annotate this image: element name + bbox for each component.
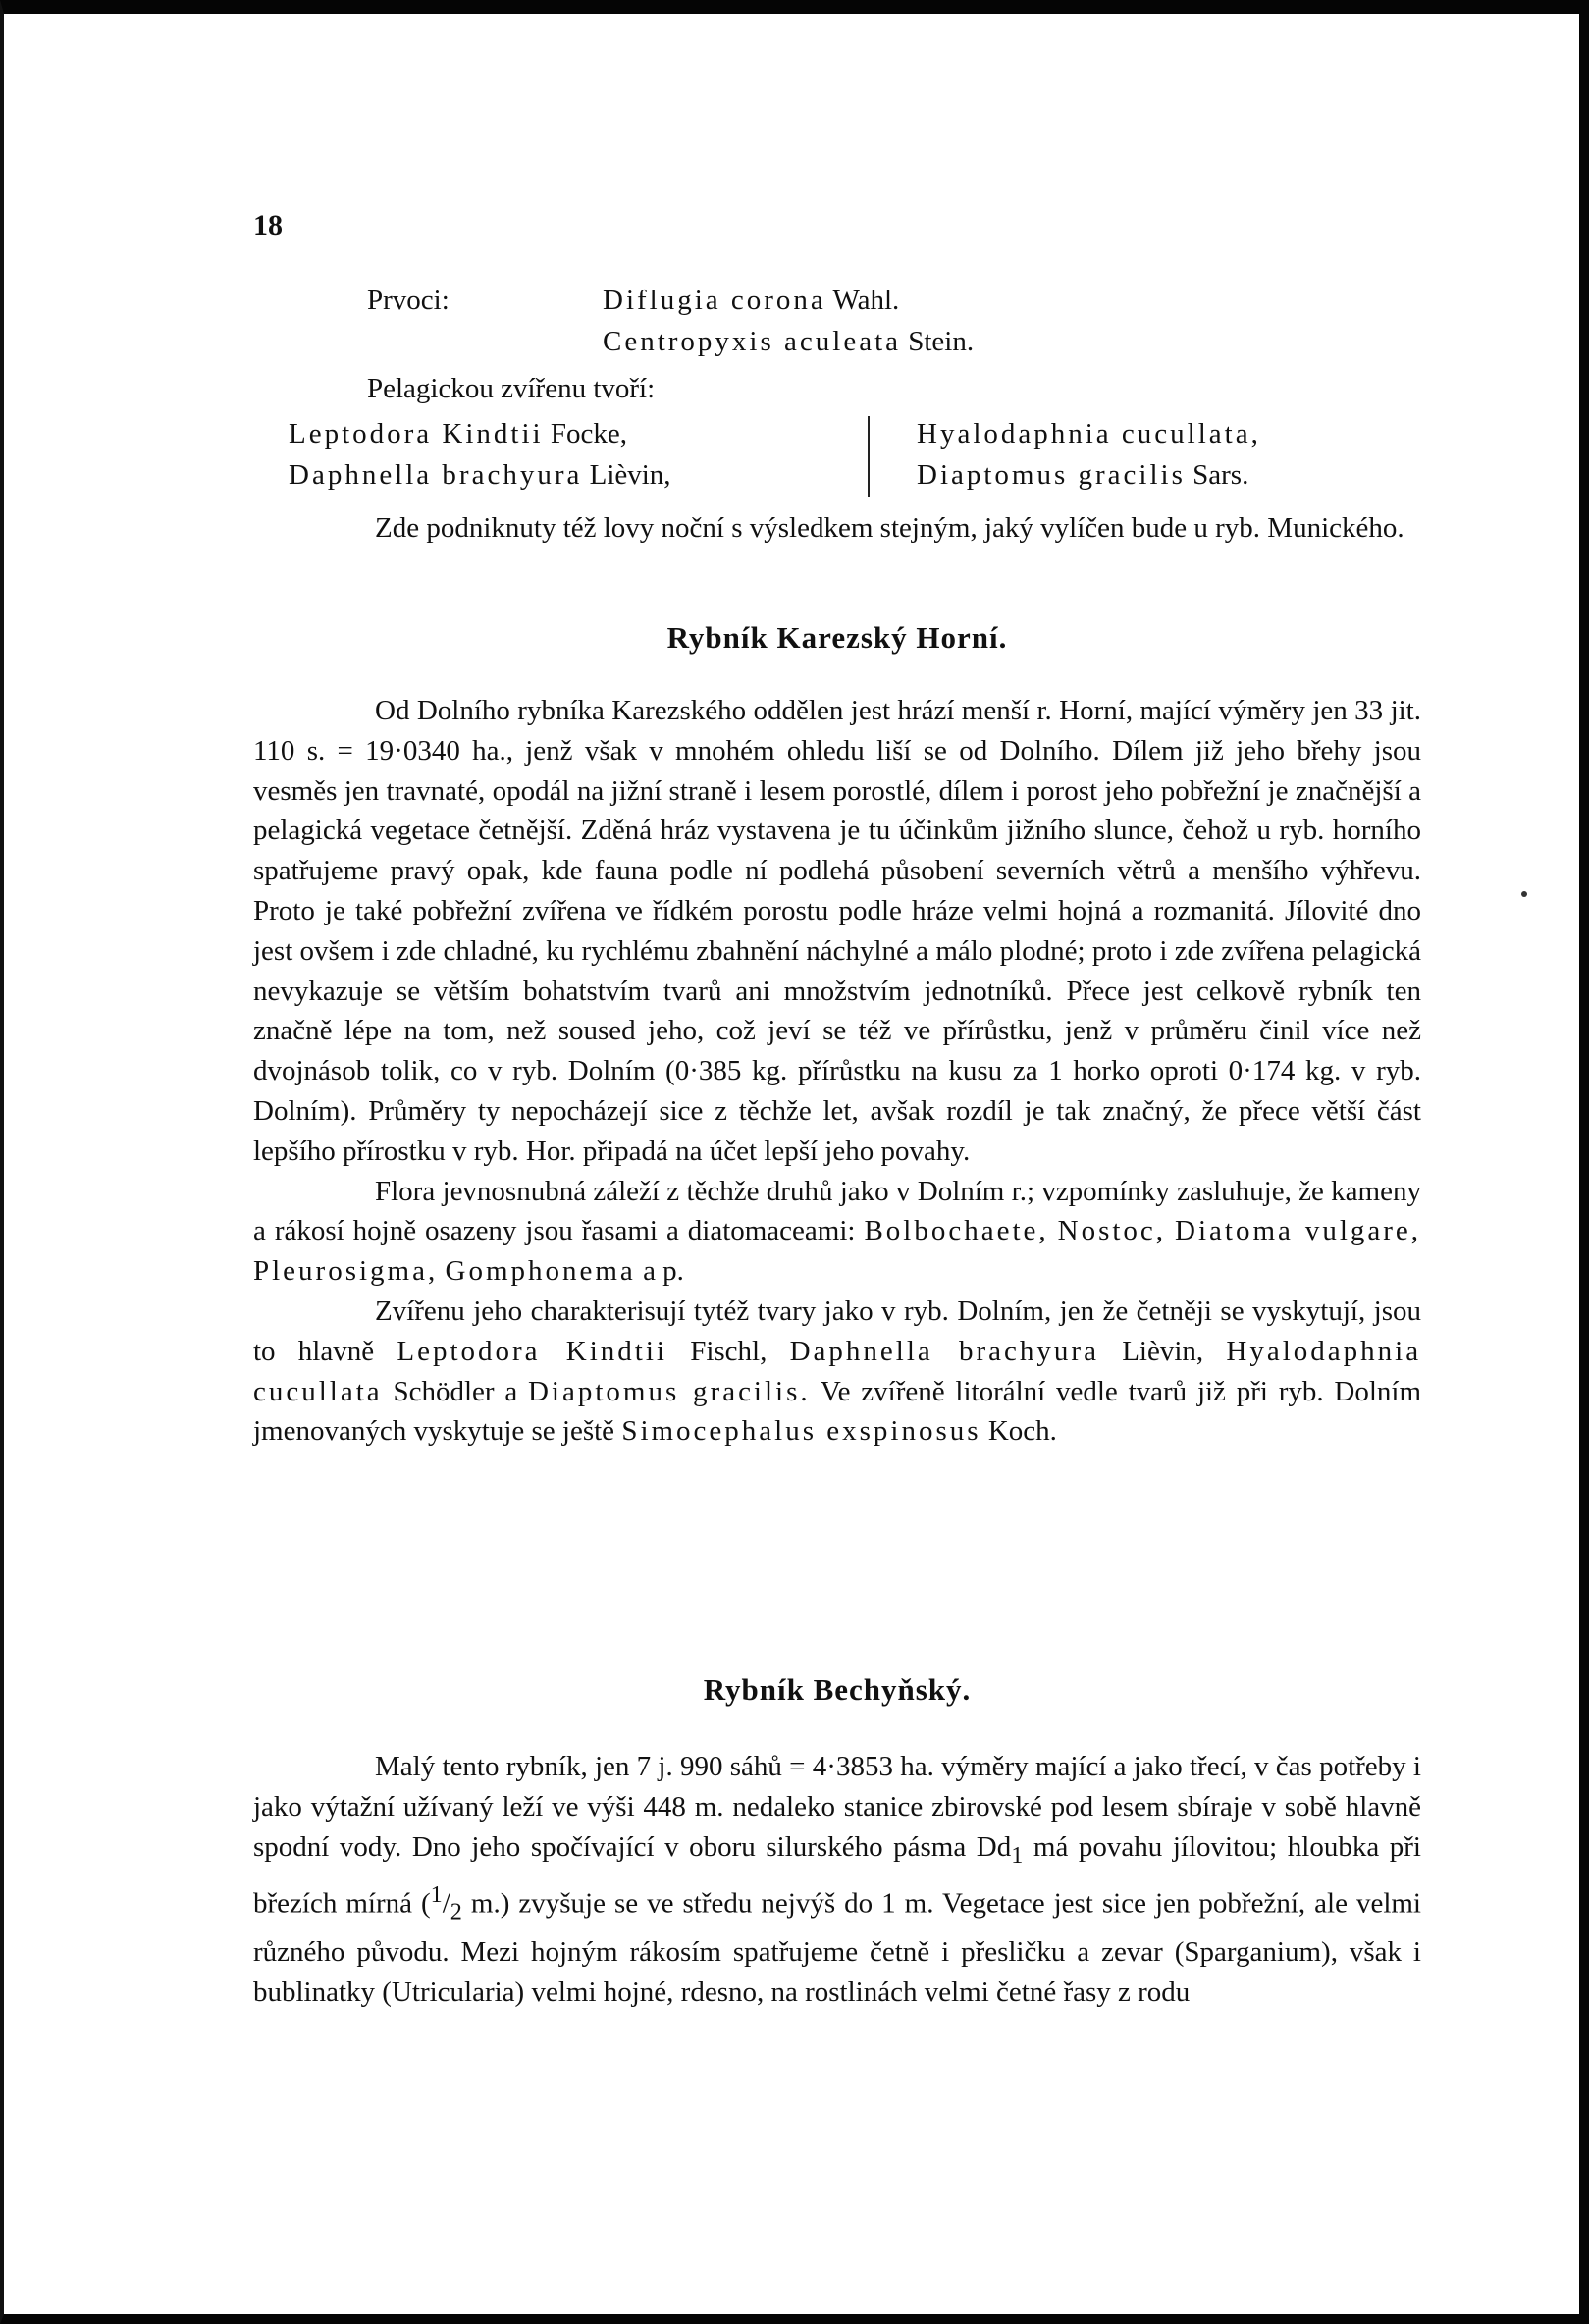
- section-karezsky-body: [253, 691, 1421, 1452]
- section-heading-karezsky: Rybník Karezský Horní.: [666, 620, 1008, 655]
- species-line: [917, 455, 1261, 497]
- fraction-numerator: 1: [430, 1881, 443, 1909]
- column-divider: [868, 416, 870, 497]
- pelagic-species-table: [289, 414, 1421, 497]
- species-name: Daphnella brachyura: [789, 1335, 1099, 1367]
- genus-name: Nostoc,: [1057, 1215, 1167, 1247]
- species-author: Fischl,: [690, 1335, 768, 1367]
- species-author: Koch.: [987, 1415, 1057, 1448]
- species-name: Diaptomus gracilis.: [527, 1375, 811, 1407]
- paragraph-text: Flora jevnosnubná záleží z těchže druhů jako v Dolním r.; vzpomínky zasluhuje, že kameny a rákosí hojně osazeny jsou řasami a diatomaceami:: [253, 1175, 1421, 1247]
- species-line: [917, 414, 1261, 455]
- paragraph-text: Malý tento rybník, jen 7 j. 990 sáhů = 4·3853 ha. výměry mající a jako třecí, v čas potřeby i jako výtažní užívaný leží ve výši 448 m. nedaleko stanice zbirovské pod lesem sbíraje v sobě hlavně spodní vody. Dno jeho spočívající v oboru silurského pásma Dd: [253, 1751, 1421, 1863]
- subscript: 1: [1011, 1841, 1024, 1869]
- protozoa-species: [603, 281, 974, 363]
- paragraph-text: má povahu jílovitou; hloubka při březích mírná (: [253, 1830, 1421, 1920]
- paragraph: [253, 1292, 1421, 1452]
- species-author: Lièvin,: [589, 459, 671, 491]
- species-name: Daphnella brachyura: [289, 459, 583, 491]
- section-bechynsky-body: [253, 1747, 1421, 2013]
- genus-name: Bolbochaete,: [864, 1215, 1049, 1247]
- print-speck: [1521, 891, 1527, 897]
- page-number: 18: [253, 209, 283, 241]
- paragraph: [253, 1172, 1421, 1292]
- species-name: Leptodora Kindtii: [397, 1335, 667, 1367]
- paragraph: Od Dolního rybníka Karezského oddělen jest hrází menší r. Horní, mající výměry jen 33 jit. 110 s. = 19·0340 ha., jenž však v mnohém ohledu liší se od Dolního. Dílem již jeho břehy jsou vesměs jen travnaté, opodál na jižní straně i lesem porostlé, dílem i porost jeho pobřežní je značnější a pelagická vegetace četnější. Zděná hráz vystavena je tu účinkům jižního slunce, čehož u ryb. horního spatřujeme pravý opak, kde fauna podle ní podlehá působení severních větrů a menšího výhřevu. Proto je také pobřežní zvířena ve řídkém porostu podle hráze velmi hojná a rozmanitá. Jílovité dno jest ovšem i zde chladné, ku rychlému zbahnění náchylné a málo plodné; proto i zde zvířena pelagická nevykazuje se větším bohatstvím tvarů ani množstvím jednotníků. Přece jest celkově rybník ten značně lépe na tom, než soused jeho, což jeví se též ve přírůstku, jenž v průměru činil více než dvojnásob tolik, co v ryb. Dolním (0·385 kg. přírůstku na kusu za 1 horko oproti 0·174 kg. v ryb. Dolním). Průměry ty nepocházejí sice z těchže let, avšak rozdíl je tak značný, že přece větší část lepšího přírostku v ryb. Hor. připadá na účet lepší jeho povahy.: [253, 695, 1421, 1167]
- species-line: [603, 322, 974, 363]
- species-name: Diaptomus gracilis: [917, 459, 1186, 491]
- species-author: Sars.: [1192, 459, 1249, 491]
- paragraph-text: Ve zvířeně litorální vedle tvarů již při ryb. Dolním jmenovaných vyskytuje se ještě: [253, 1375, 1422, 1448]
- genus-name: Diatoma vulgare,: [1175, 1215, 1422, 1247]
- species-name: Hyalodaphnia cucullata: [253, 1335, 1422, 1407]
- section-heading-bechynsky: Rybník Bechyňský.: [703, 1672, 972, 1707]
- pelagic-right-column: [917, 414, 1261, 497]
- species-name: Simocephalus exspinosus: [621, 1415, 981, 1448]
- pelagic-intro: Pelagickou zvířenu tvoří:: [367, 373, 656, 404]
- pelagic-left-column: [289, 414, 671, 497]
- paragraph: Malý tento rybník, jen 7 j. 990 sáhů = 4·3853 ha. výměry mající a jako třecí, v čas potřeby i jako výtažní užívaný leží ve výši 448 m. nedaleko stanice zbirovské pod lesem sbíraje v sobě hlavně spodní vody. Dno jeho spočívající v oboru silurského pásma $Dd_1$ má povahu jílovitou; hloubka při březích mírná ($^1/_2$ m.) zvyšuje se ve středu nejvýš do 1 m. Vegetace jest sice jen pobřežní, ale velmi různého původu. Mezi hojným rákosím spatřujeme četně i přesličku a zevar (Sparganium), však i bublinatky (Utricularia) velmi hojné, rdesno, na rostlinách velmi četné řasy z rodu: [253, 1751, 1421, 2009]
- genus-name: Gomphonema: [445, 1255, 636, 1288]
- species-name: Hyalodaphnia cucullata,: [917, 418, 1261, 449]
- species-line: [289, 455, 671, 497]
- species-line: [289, 414, 671, 455]
- paragraph-text: Zvířenu jeho charakterisují tytéž tvary jako v ryb. Dolním, jen že četněji se vyskytují, jsou to hlavně: [253, 1294, 1421, 1367]
- species-author: Schödler a: [393, 1375, 518, 1407]
- species-line: [603, 281, 974, 322]
- species-author: Stein.: [908, 326, 975, 357]
- species-author: Focke,: [550, 418, 627, 449]
- species-author: Wahl.: [832, 285, 900, 316]
- paragraph-text: a p.: [643, 1255, 684, 1288]
- fraction-denominator: 2: [450, 1898, 462, 1926]
- genus-name: Pleurosigma,: [253, 1255, 439, 1288]
- species-name: Centropyxis aculeata: [603, 326, 901, 357]
- night-catch-note: Zde podniknuty též lovy noční s výsledkem stejným, jaký vylíčen bude u ryb. Munického.: [375, 512, 1404, 544]
- paragraph-text: m.) zvyšuje se ve středu nejvýš do 1 m. Vegetace jest sice jen pobřežní, ale velmi různého původu. Mezi hojným rákosím spatřujeme četně i přesličku a zevar (Sparganium), však i bublinatky (Utricularia) velmi hojné, rdesno, na rostlinách velmi četné řasy z rodu: [253, 1887, 1421, 2009]
- species-author: Lièvin,: [1122, 1335, 1204, 1367]
- species-name: Diflugia corona: [603, 285, 826, 316]
- species-name: Leptodora Kindtii: [289, 418, 544, 449]
- protozoa-label: Prvoci:: [367, 285, 450, 316]
